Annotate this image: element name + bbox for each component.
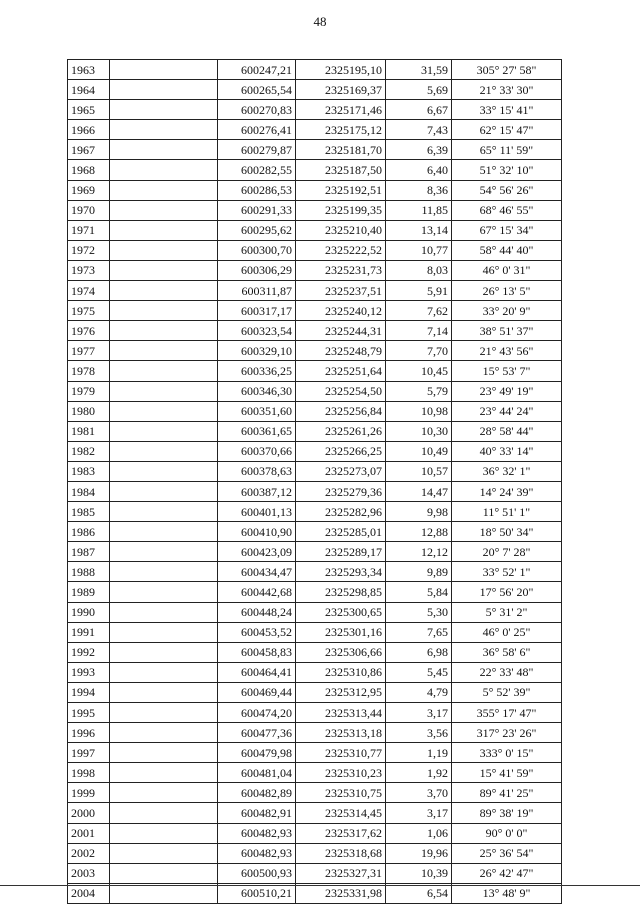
azimuth-cell: 14° 24' 39" — [452, 481, 562, 501]
azimuth-cell: 58° 44' 40" — [452, 240, 562, 260]
blank-cell — [110, 542, 218, 562]
azimuth-cell: 33° 20' 9" — [452, 301, 562, 321]
x-coordinate-cell: 600295,62 — [218, 220, 296, 240]
point-number-cell: 1967 — [68, 140, 110, 160]
coordinates-table — [67, 59, 562, 904]
azimuth-cell: 89° 38' 19" — [452, 803, 562, 823]
table-row — [68, 783, 562, 803]
y-coordinate-cell: 2325318,68 — [296, 843, 386, 863]
point-number-cell: 1972 — [68, 240, 110, 260]
y-coordinate-cell: 2325187,50 — [296, 160, 386, 180]
distance-cell: 6,67 — [386, 100, 452, 120]
y-coordinate-cell: 2325306,66 — [296, 642, 386, 662]
y-coordinate-cell: 2325222,52 — [296, 240, 386, 260]
x-coordinate-cell: 600479,98 — [218, 743, 296, 763]
blank-cell — [110, 441, 218, 461]
distance-cell: 7,70 — [386, 341, 452, 361]
table-row — [68, 80, 562, 100]
blank-cell — [110, 461, 218, 481]
point-number-cell: 1978 — [68, 361, 110, 381]
y-coordinate-cell: 2325231,73 — [296, 260, 386, 280]
azimuth-cell: 5° 31' 2" — [452, 602, 562, 622]
x-coordinate-cell: 600474,20 — [218, 703, 296, 723]
blank-cell — [110, 642, 218, 662]
blank-cell — [110, 200, 218, 220]
point-number-cell: 1983 — [68, 461, 110, 481]
azimuth-cell: 68° 46' 55" — [452, 200, 562, 220]
x-coordinate-cell: 600361,65 — [218, 421, 296, 441]
azimuth-cell: 18° 50' 34" — [452, 522, 562, 542]
table-row — [68, 682, 562, 702]
distance-cell: 7,43 — [386, 120, 452, 140]
x-coordinate-cell: 600500,93 — [218, 863, 296, 883]
point-number-cell: 2000 — [68, 803, 110, 823]
table-row — [68, 602, 562, 622]
azimuth-cell: 13° 48' 9" — [452, 883, 562, 903]
y-coordinate-cell: 2325181,70 — [296, 140, 386, 160]
x-coordinate-cell: 600265,54 — [218, 80, 296, 100]
distance-cell: 7,62 — [386, 301, 452, 321]
azimuth-cell: 5° 52' 39" — [452, 682, 562, 702]
distance-cell: 13,14 — [386, 220, 452, 240]
table-row — [68, 381, 562, 401]
y-coordinate-cell: 2325327,31 — [296, 863, 386, 883]
table-row — [68, 240, 562, 260]
point-number-cell: 2002 — [68, 843, 110, 863]
y-coordinate-cell: 2325300,65 — [296, 602, 386, 622]
azimuth-cell: 26° 42' 47" — [452, 863, 562, 883]
point-number-cell: 1988 — [68, 562, 110, 582]
blank-cell — [110, 120, 218, 140]
blank-cell — [110, 140, 218, 160]
azimuth-cell: 333° 0' 15" — [452, 743, 562, 763]
table-row — [68, 703, 562, 723]
azimuth-cell: 305° 27' 58" — [452, 60, 562, 80]
azimuth-cell: 15° 53' 7" — [452, 361, 562, 381]
y-coordinate-cell: 2325314,45 — [296, 803, 386, 823]
x-coordinate-cell: 600453,52 — [218, 622, 296, 642]
distance-cell: 8,03 — [386, 260, 452, 280]
distance-cell: 3,17 — [386, 803, 452, 823]
azimuth-cell: 36° 32' 1" — [452, 461, 562, 481]
x-coordinate-cell: 600482,91 — [218, 803, 296, 823]
azimuth-cell: 46° 0' 31" — [452, 260, 562, 280]
azimuth-cell: 26° 13' 5" — [452, 281, 562, 301]
point-number-cell: 1985 — [68, 502, 110, 522]
distance-cell: 5,84 — [386, 582, 452, 602]
y-coordinate-cell: 2325266,25 — [296, 441, 386, 461]
blank-cell — [110, 723, 218, 743]
azimuth-cell: 65° 11' 59" — [452, 140, 562, 160]
blank-cell — [110, 341, 218, 361]
x-coordinate-cell: 600286,53 — [218, 180, 296, 200]
y-coordinate-cell: 2325310,77 — [296, 743, 386, 763]
table-row — [68, 582, 562, 602]
point-number-cell: 1979 — [68, 381, 110, 401]
distance-cell: 6,98 — [386, 642, 452, 662]
blank-cell — [110, 582, 218, 602]
y-coordinate-cell: 2325310,75 — [296, 783, 386, 803]
y-coordinate-cell: 2325175,12 — [296, 120, 386, 140]
point-number-cell: 1993 — [68, 662, 110, 682]
table-row — [68, 140, 562, 160]
blank-cell — [110, 260, 218, 280]
azimuth-cell: 28° 58' 44" — [452, 421, 562, 441]
x-coordinate-cell: 600482,93 — [218, 843, 296, 863]
distance-cell: 6,40 — [386, 160, 452, 180]
distance-cell: 10,45 — [386, 361, 452, 381]
x-coordinate-cell: 600306,29 — [218, 260, 296, 280]
y-coordinate-cell: 2325254,50 — [296, 381, 386, 401]
point-number-cell: 1969 — [68, 180, 110, 200]
point-number-cell: 1982 — [68, 441, 110, 461]
y-coordinate-cell: 2325199,35 — [296, 200, 386, 220]
point-number-cell: 1968 — [68, 160, 110, 180]
table-row — [68, 200, 562, 220]
point-number-cell: 1987 — [68, 542, 110, 562]
x-coordinate-cell: 600469,44 — [218, 682, 296, 702]
y-coordinate-cell: 2325298,85 — [296, 582, 386, 602]
point-number-cell: 1964 — [68, 80, 110, 100]
x-coordinate-cell: 600247,21 — [218, 60, 296, 80]
point-number-cell: 1977 — [68, 341, 110, 361]
distance-cell: 11,85 — [386, 200, 452, 220]
table-row — [68, 562, 562, 582]
azimuth-cell: 90° 0' 0" — [452, 823, 562, 843]
azimuth-cell: 38° 51' 37" — [452, 321, 562, 341]
point-number-cell: 2004 — [68, 883, 110, 903]
x-coordinate-cell: 600423,09 — [218, 542, 296, 562]
blank-cell — [110, 100, 218, 120]
azimuth-cell: 17° 56' 20" — [452, 582, 562, 602]
blank-cell — [110, 80, 218, 100]
distance-cell: 3,17 — [386, 703, 452, 723]
y-coordinate-cell: 2325195,10 — [296, 60, 386, 80]
y-coordinate-cell: 2325210,40 — [296, 220, 386, 240]
table-row — [68, 622, 562, 642]
y-coordinate-cell: 2325244,31 — [296, 321, 386, 341]
x-coordinate-cell: 600477,36 — [218, 723, 296, 743]
blank-cell — [110, 622, 218, 642]
blank-cell — [110, 361, 218, 381]
x-coordinate-cell: 600282,55 — [218, 160, 296, 180]
point-number-cell: 2003 — [68, 863, 110, 883]
y-coordinate-cell: 2325301,16 — [296, 622, 386, 642]
x-coordinate-cell: 600317,17 — [218, 301, 296, 321]
distance-cell: 7,14 — [386, 321, 452, 341]
point-number-cell: 1998 — [68, 763, 110, 783]
distance-cell: 7,65 — [386, 622, 452, 642]
y-coordinate-cell: 2325293,34 — [296, 562, 386, 582]
point-number-cell: 1995 — [68, 703, 110, 723]
azimuth-cell: 21° 33' 30" — [452, 80, 562, 100]
point-number-cell: 1997 — [68, 743, 110, 763]
azimuth-cell: 23° 44' 24" — [452, 401, 562, 421]
y-coordinate-cell: 2325251,64 — [296, 361, 386, 381]
x-coordinate-cell: 600482,93 — [218, 823, 296, 843]
point-number-cell: 1975 — [68, 301, 110, 321]
distance-cell: 10,77 — [386, 240, 452, 260]
y-coordinate-cell: 2325169,37 — [296, 80, 386, 100]
table-row — [68, 763, 562, 783]
table-row — [68, 743, 562, 763]
azimuth-cell: 21° 43' 56" — [452, 341, 562, 361]
blank-cell — [110, 883, 218, 903]
x-coordinate-cell: 600434,47 — [218, 562, 296, 582]
distance-cell: 3,70 — [386, 783, 452, 803]
y-coordinate-cell: 2325240,12 — [296, 301, 386, 321]
azimuth-cell: 89° 41' 25" — [452, 783, 562, 803]
point-number-cell: 1965 — [68, 100, 110, 120]
distance-cell: 10,57 — [386, 461, 452, 481]
x-coordinate-cell: 600311,87 — [218, 281, 296, 301]
blank-cell — [110, 803, 218, 823]
distance-cell: 9,89 — [386, 562, 452, 582]
distance-cell: 19,96 — [386, 843, 452, 863]
x-coordinate-cell: 600323,54 — [218, 321, 296, 341]
x-coordinate-cell: 600442,68 — [218, 582, 296, 602]
point-number-cell: 1986 — [68, 522, 110, 542]
table-row — [68, 481, 562, 501]
table-row — [68, 502, 562, 522]
table-row — [68, 361, 562, 381]
azimuth-cell: 54° 56' 26" — [452, 180, 562, 200]
blank-cell — [110, 421, 218, 441]
y-coordinate-cell: 2325313,44 — [296, 703, 386, 723]
y-coordinate-cell: 2325317,62 — [296, 823, 386, 843]
azimuth-cell: 11° 51' 1" — [452, 502, 562, 522]
table-row — [68, 723, 562, 743]
azimuth-cell: 40° 33' 14" — [452, 441, 562, 461]
y-coordinate-cell: 2325312,95 — [296, 682, 386, 702]
x-coordinate-cell: 600401,13 — [218, 502, 296, 522]
point-number-cell: 1992 — [68, 642, 110, 662]
distance-cell: 10,39 — [386, 863, 452, 883]
x-coordinate-cell: 600387,12 — [218, 481, 296, 501]
point-number-cell: 1976 — [68, 321, 110, 341]
point-number-cell: 1980 — [68, 401, 110, 421]
azimuth-cell: 33° 52' 1" — [452, 562, 562, 582]
table-row — [68, 401, 562, 421]
table-row — [68, 863, 562, 883]
distance-cell: 1,19 — [386, 743, 452, 763]
x-coordinate-cell: 600481,04 — [218, 763, 296, 783]
point-number-cell: 1996 — [68, 723, 110, 743]
x-coordinate-cell: 600370,66 — [218, 441, 296, 461]
x-coordinate-cell: 600291,33 — [218, 200, 296, 220]
distance-cell: 5,30 — [386, 602, 452, 622]
table-row — [68, 120, 562, 140]
table-row — [68, 341, 562, 361]
distance-cell: 5,79 — [386, 381, 452, 401]
point-number-cell: 1989 — [68, 582, 110, 602]
azimuth-cell: 23° 49' 19" — [452, 381, 562, 401]
distance-cell: 1,06 — [386, 823, 452, 843]
distance-cell: 6,39 — [386, 140, 452, 160]
footer-rule — [0, 885, 640, 886]
table-row — [68, 823, 562, 843]
x-coordinate-cell: 600351,60 — [218, 401, 296, 421]
blank-cell — [110, 220, 218, 240]
coordinates-table-body — [68, 60, 562, 904]
blank-cell — [110, 281, 218, 301]
blank-cell — [110, 863, 218, 883]
table-row — [68, 522, 562, 542]
distance-cell: 8,36 — [386, 180, 452, 200]
x-coordinate-cell: 600300,70 — [218, 240, 296, 260]
azimuth-cell: 51° 32' 10" — [452, 160, 562, 180]
table-row — [68, 441, 562, 461]
blank-cell — [110, 381, 218, 401]
y-coordinate-cell: 2325237,51 — [296, 281, 386, 301]
blank-cell — [110, 240, 218, 260]
point-number-cell: 2001 — [68, 823, 110, 843]
table-row — [68, 662, 562, 682]
azimuth-cell: 25° 36' 54" — [452, 843, 562, 863]
distance-cell: 12,88 — [386, 522, 452, 542]
x-coordinate-cell: 600464,41 — [218, 662, 296, 682]
blank-cell — [110, 843, 218, 863]
y-coordinate-cell: 2325285,01 — [296, 522, 386, 542]
distance-cell: 1,92 — [386, 763, 452, 783]
y-coordinate-cell: 2325171,46 — [296, 100, 386, 120]
distance-cell: 10,98 — [386, 401, 452, 421]
blank-cell — [110, 602, 218, 622]
distance-cell: 12,12 — [386, 542, 452, 562]
y-coordinate-cell: 2325331,98 — [296, 883, 386, 903]
table-row — [68, 843, 562, 863]
y-coordinate-cell: 2325310,23 — [296, 763, 386, 783]
table-row — [68, 301, 562, 321]
y-coordinate-cell: 2325273,07 — [296, 461, 386, 481]
azimuth-cell: 22° 33' 48" — [452, 662, 562, 682]
point-number-cell: 1973 — [68, 260, 110, 280]
x-coordinate-cell: 600482,89 — [218, 783, 296, 803]
y-coordinate-cell: 2325256,84 — [296, 401, 386, 421]
point-number-cell: 1991 — [68, 622, 110, 642]
table-row — [68, 642, 562, 662]
point-number-cell: 1971 — [68, 220, 110, 240]
azimuth-cell: 62° 15' 47" — [452, 120, 562, 140]
table-row — [68, 461, 562, 481]
blank-cell — [110, 682, 218, 702]
table-row — [68, 220, 562, 240]
blank-cell — [110, 60, 218, 80]
page-number: 48 — [313, 14, 327, 29]
y-coordinate-cell: 2325261,26 — [296, 421, 386, 441]
point-number-cell: 1966 — [68, 120, 110, 140]
y-coordinate-cell: 2325282,96 — [296, 502, 386, 522]
y-coordinate-cell: 2325192,51 — [296, 180, 386, 200]
blank-cell — [110, 662, 218, 682]
table-row — [68, 281, 562, 301]
x-coordinate-cell: 600458,83 — [218, 642, 296, 662]
point-number-cell: 1970 — [68, 200, 110, 220]
distance-cell: 5,91 — [386, 281, 452, 301]
blank-cell — [110, 783, 218, 803]
blank-cell — [110, 522, 218, 542]
point-number-cell: 1990 — [68, 602, 110, 622]
distance-cell: 5,45 — [386, 662, 452, 682]
x-coordinate-cell: 600270,83 — [218, 100, 296, 120]
y-coordinate-cell: 2325289,17 — [296, 542, 386, 562]
x-coordinate-cell: 600276,41 — [218, 120, 296, 140]
distance-cell: 9,98 — [386, 502, 452, 522]
table-row — [68, 180, 562, 200]
table-row — [68, 260, 562, 280]
azimuth-cell: 67° 15' 34" — [452, 220, 562, 240]
azimuth-cell: 46° 0' 25" — [452, 622, 562, 642]
y-coordinate-cell: 2325248,79 — [296, 341, 386, 361]
blank-cell — [110, 301, 218, 321]
x-coordinate-cell: 600346,30 — [218, 381, 296, 401]
blank-cell — [110, 401, 218, 421]
blank-cell — [110, 703, 218, 723]
x-coordinate-cell: 600329,10 — [218, 341, 296, 361]
x-coordinate-cell: 600378,63 — [218, 461, 296, 481]
azimuth-cell: 36° 58' 6" — [452, 642, 562, 662]
azimuth-cell: 317° 23' 26" — [452, 723, 562, 743]
distance-cell: 10,49 — [386, 441, 452, 461]
distance-cell: 6,54 — [386, 883, 452, 903]
distance-cell: 5,69 — [386, 80, 452, 100]
table-row — [68, 321, 562, 341]
point-number-cell: 1974 — [68, 281, 110, 301]
y-coordinate-cell: 2325279,36 — [296, 481, 386, 501]
point-number-cell: 1994 — [68, 682, 110, 702]
table-row — [68, 60, 562, 80]
distance-cell: 4,79 — [386, 682, 452, 702]
point-number-cell: 1999 — [68, 783, 110, 803]
x-coordinate-cell: 600448,24 — [218, 602, 296, 622]
point-number-cell: 1963 — [68, 60, 110, 80]
point-number-cell: 1981 — [68, 421, 110, 441]
x-coordinate-cell: 600336,25 — [218, 361, 296, 381]
table-row — [68, 160, 562, 180]
table-row — [68, 803, 562, 823]
x-coordinate-cell: 600279,87 — [218, 140, 296, 160]
table-row — [68, 883, 562, 903]
azimuth-cell: 33° 15' 41" — [452, 100, 562, 120]
azimuth-cell: 355° 17' 47" — [452, 703, 562, 723]
blank-cell — [110, 481, 218, 501]
table-row — [68, 100, 562, 120]
azimuth-cell: 15° 41' 59" — [452, 763, 562, 783]
point-number-cell: 1984 — [68, 481, 110, 501]
blank-cell — [110, 823, 218, 843]
distance-cell: 14,47 — [386, 481, 452, 501]
y-coordinate-cell: 2325310,86 — [296, 662, 386, 682]
blank-cell — [110, 160, 218, 180]
blank-cell — [110, 502, 218, 522]
blank-cell — [110, 180, 218, 200]
blank-cell — [110, 763, 218, 783]
y-coordinate-cell: 2325313,18 — [296, 723, 386, 743]
x-coordinate-cell: 600410,90 — [218, 522, 296, 542]
distance-cell: 31,59 — [386, 60, 452, 80]
table-row — [68, 421, 562, 441]
blank-cell — [110, 562, 218, 582]
blank-cell — [110, 743, 218, 763]
blank-cell — [110, 321, 218, 341]
azimuth-cell: 20° 7' 28" — [452, 542, 562, 562]
distance-cell: 10,30 — [386, 421, 452, 441]
x-coordinate-cell: 600510,21 — [218, 883, 296, 903]
table-row — [68, 542, 562, 562]
distance-cell: 3,56 — [386, 723, 452, 743]
